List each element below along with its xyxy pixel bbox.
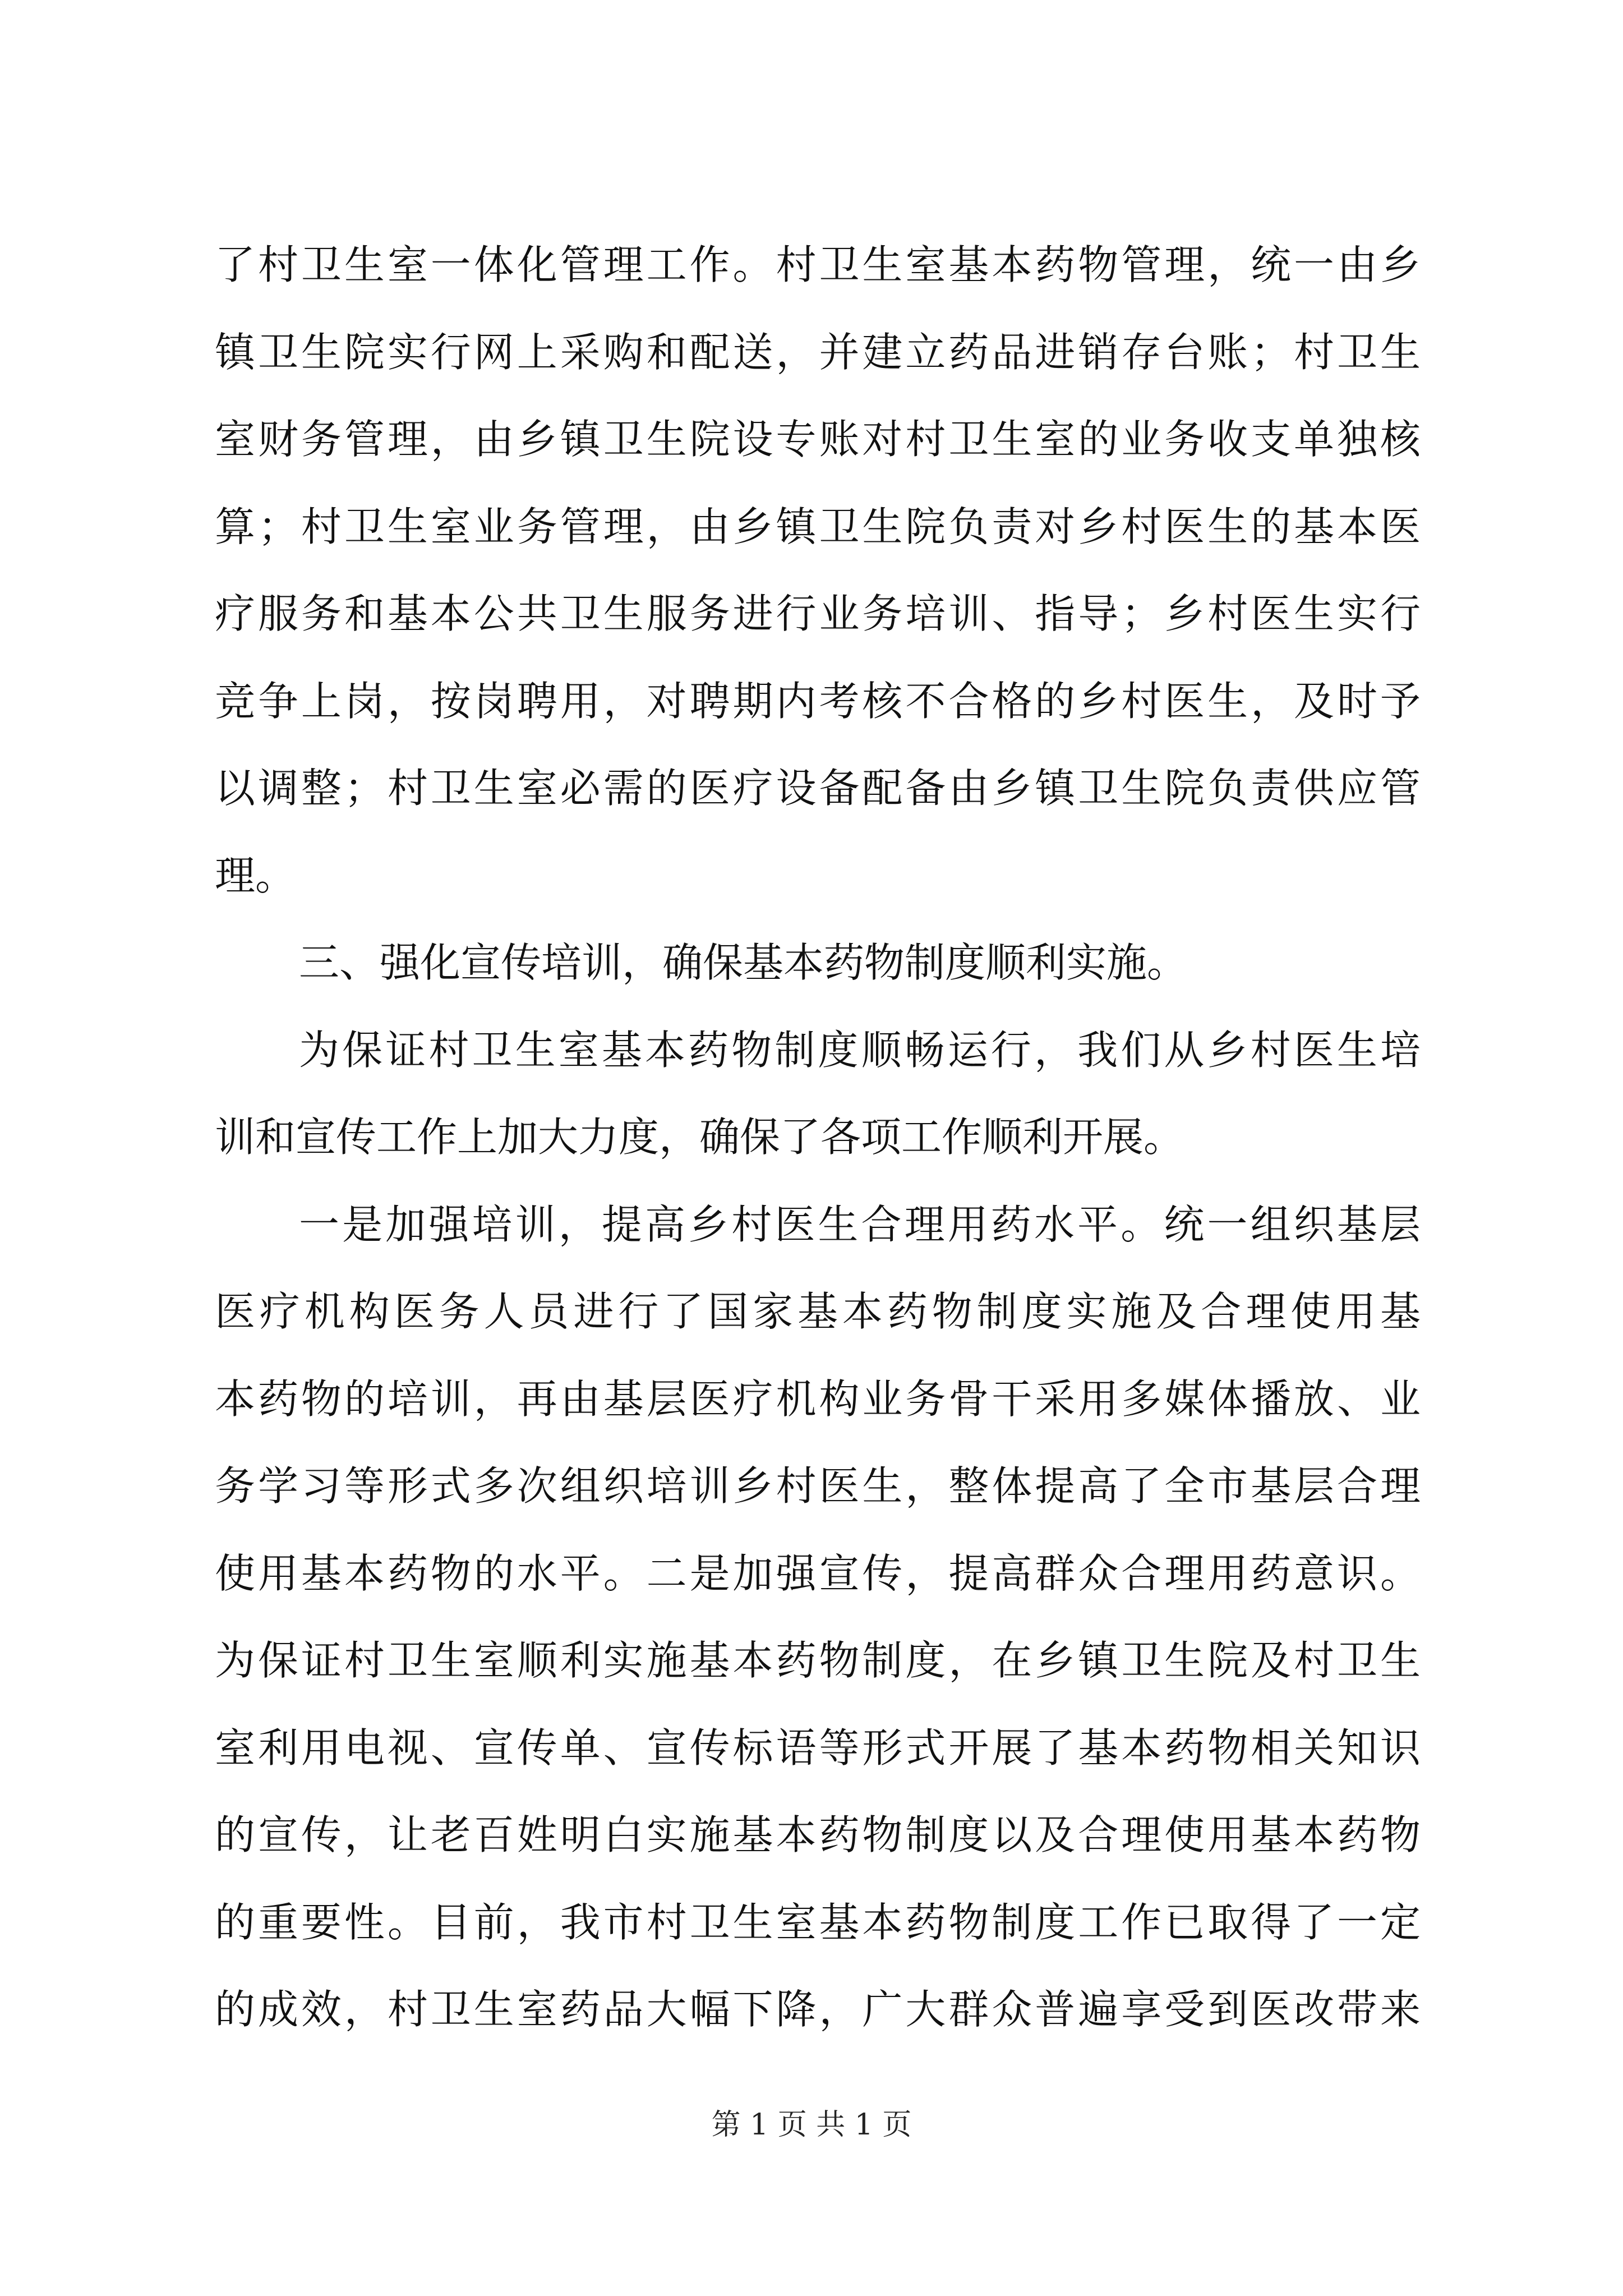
text-line: 本药物的培训，再由基层医疗机构业务骨干采用多媒体播放、业 — [215, 1375, 1421, 1423]
text-line: 室财务管理，由乡镇卫生院设专账对村卫生室的业务收支单独核 — [215, 416, 1421, 463]
text-line: 一是加强培训，提高乡村医生合理用药水平。统一组织基层 — [299, 1200, 1421, 1248]
text-line: 三、强化宣传培训，确保基本药物制度顺利实施。 — [299, 939, 1188, 986]
text-line: 务学习等形式多次组织培训乡村医生，整体提高了全市基层合理 — [215, 1462, 1421, 1510]
page-footer: 第 1 页 共 1 页 — [711, 2108, 912, 2142]
text-line: 了村卫生室一体化管理工作。村卫生室基本药物管理，统一由乡 — [215, 241, 1421, 288]
text-line: 的成效，村卫生室药品大幅下降，广大群众普遍享受到医改带来 — [215, 1986, 1421, 2033]
text-line: 疗服务和基本公共卫生服务进行业务培训、指导；乡村医生实行 — [215, 590, 1421, 637]
text-line: 算；村卫生室业务管理，由乡镇卫生院负责对乡村医生的基本医 — [215, 503, 1421, 550]
text-line: 的宣传，让老百姓明白实施基本药物制度以及合理使用基本药物 — [215, 1811, 1421, 1858]
text-line: 为保证村卫生室基本药物制度顺畅运行，我们从乡村医生培 — [299, 1026, 1421, 1074]
text-line: 理。 — [215, 852, 296, 899]
text-line: 镇卫生院实行网上采购和配送，并建立药品进销存台账；村卫生 — [215, 328, 1421, 376]
document-body — [215, 222, 1421, 2054]
text-line: 医疗机构医务人员进行了国家基本药物制度实施及合理使用基 — [215, 1288, 1421, 1335]
text-line: 为保证村卫生室顺利实施基本药物制度，在乡镇卫生院及村卫生 — [215, 1637, 1421, 1684]
text-line: 以调整；村卫生室必需的医疗设备配备由乡镇卫生院负责供应管 — [215, 765, 1421, 812]
text-line: 的重要性。目前，我市村卫生室基本药物制度工作已取得了一定 — [215, 1898, 1421, 1946]
text-line: 竞争上岗，按岗聘用，对聘期内考核不合格的乡村医生，及时予 — [215, 677, 1421, 725]
text-line: 训和宣传工作上加大力度，确保了各项工作顺利开展。 — [215, 1114, 1184, 1161]
text-line: 室利用电视、宣传单、宣传标语等形式开展了基本药物相关知识 — [215, 1724, 1421, 1772]
text-line: 使用基本药物的水平。二是加强宣传，提高群众合理用药意识。 — [215, 1549, 1421, 1597]
